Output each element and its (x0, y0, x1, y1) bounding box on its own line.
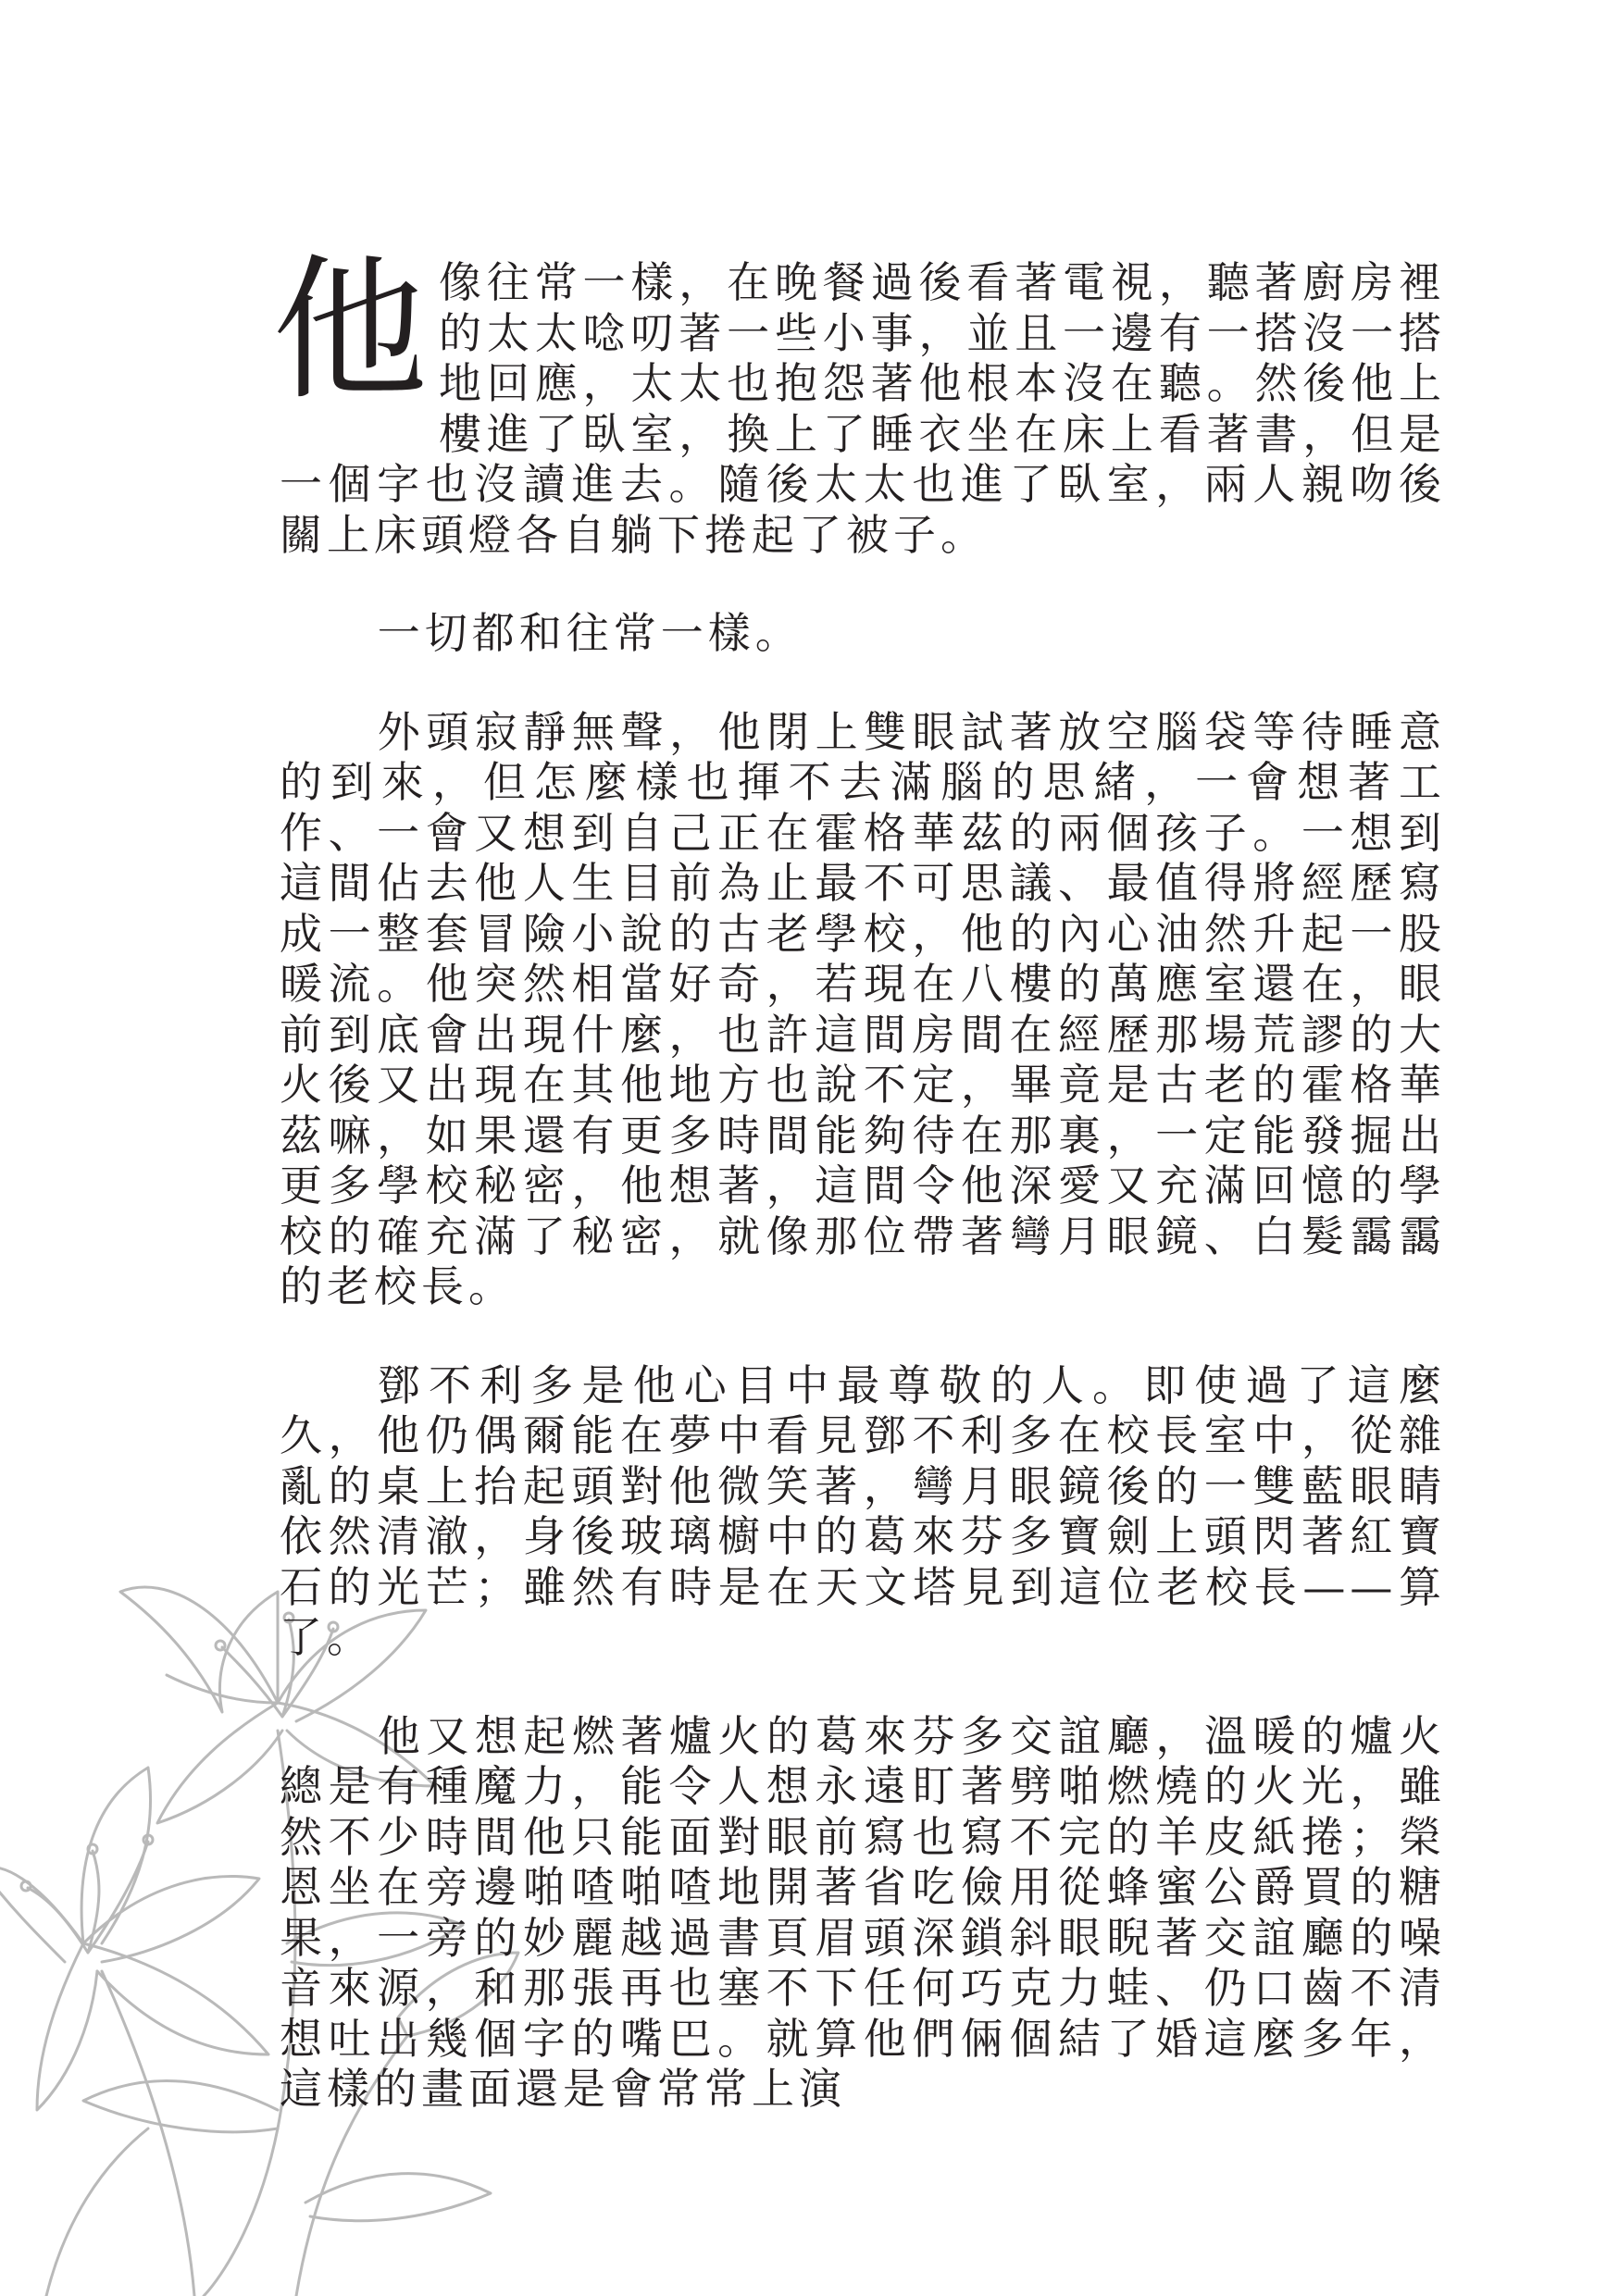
paragraph: 一切都和往常一樣。 (377, 608, 803, 658)
paragraph: 外頭寂靜無聲，他閉上雙眼試著放空腦袋等待睡意的到來，但怎麼樣也揮不去滿腦的思緒，一會想著工作、一會又想到自己正在霍格華茲的兩個孩子。一想到這間佔去他人生目前為止最不可思議、最值得將經歷寫成一整套冒險小說的古老學校，他的內心油然升起一股暖流。他突然相當好奇，若現在八樓的萬應室還在，眼前到底會出現什麼，也許這間房間在經歷那場荒謬的大火後又出現在其他地方也說不定，畢竟是古老的霍格華茲嘛，如果還有更多時間能夠待在那裏，一定能發掘出更多學校秘密，他想著，這間令他深愛又充滿回憶的學校的確充滿了秘密，就像那位帶著彎月眼鏡、白髮靄靄的老校長。 (280, 706, 1446, 1311)
paragraph: 他又想起燃著爐火的葛來芬多交誼廳，溫暖的爐火總是有種魔力，能令人想永遠盯著劈啪燃燒的火光，雖然不少時間他只能面對眼前寫也寫不完的羊皮紙捲；榮恩坐在旁邊啪喳啪喳地開著省吃儉用從蜂蜜公爵買的糖果，一旁的妙麗越過書頁眉頭深鎖斜眼睨著交誼廳的噪音來源，和那張再也塞不下任何巧克力蛙、仍口齒不清想吐出幾個字的嘴巴。就算他們倆個結了婚這麼多年，這樣的畫面還是會常常上演 (280, 1710, 1446, 2114)
paragraph-opening (272, 240, 1446, 560)
chapter-body (272, 240, 1446, 2163)
paragraph: 鄧不利多是他心目中最尊敬的人。即使過了這麼久，他仍偶爾能在夢中看見鄧不利多在校長室中，從雜亂的桌上抬起頭對他微笑著，彎月眼鏡後的一雙藍眼睛依然清澈，身後玻璃櫥中的葛來芬多寶劍上頭閃著紅寶石的光芒；雖然有時是在天文塔見到這位老校長——算了。 (280, 1359, 1446, 1662)
paragraph-text: 像往常一樣，在晚餐過後看著電視，聽著廚房裡的太太唸叨著一些小事，並且一邊有一搭沒一搭地回應，太太也抱怨著他根本沒在聽。然後他上樓進了臥室，換上了睡衣坐在床上看著書，但是一個字也沒讀進去。隨後太太也進了臥室，兩人親吻後關上床頭燈各自躺下捲起了被子。 (280, 257, 1446, 560)
drop-cap: 他 (272, 240, 428, 421)
